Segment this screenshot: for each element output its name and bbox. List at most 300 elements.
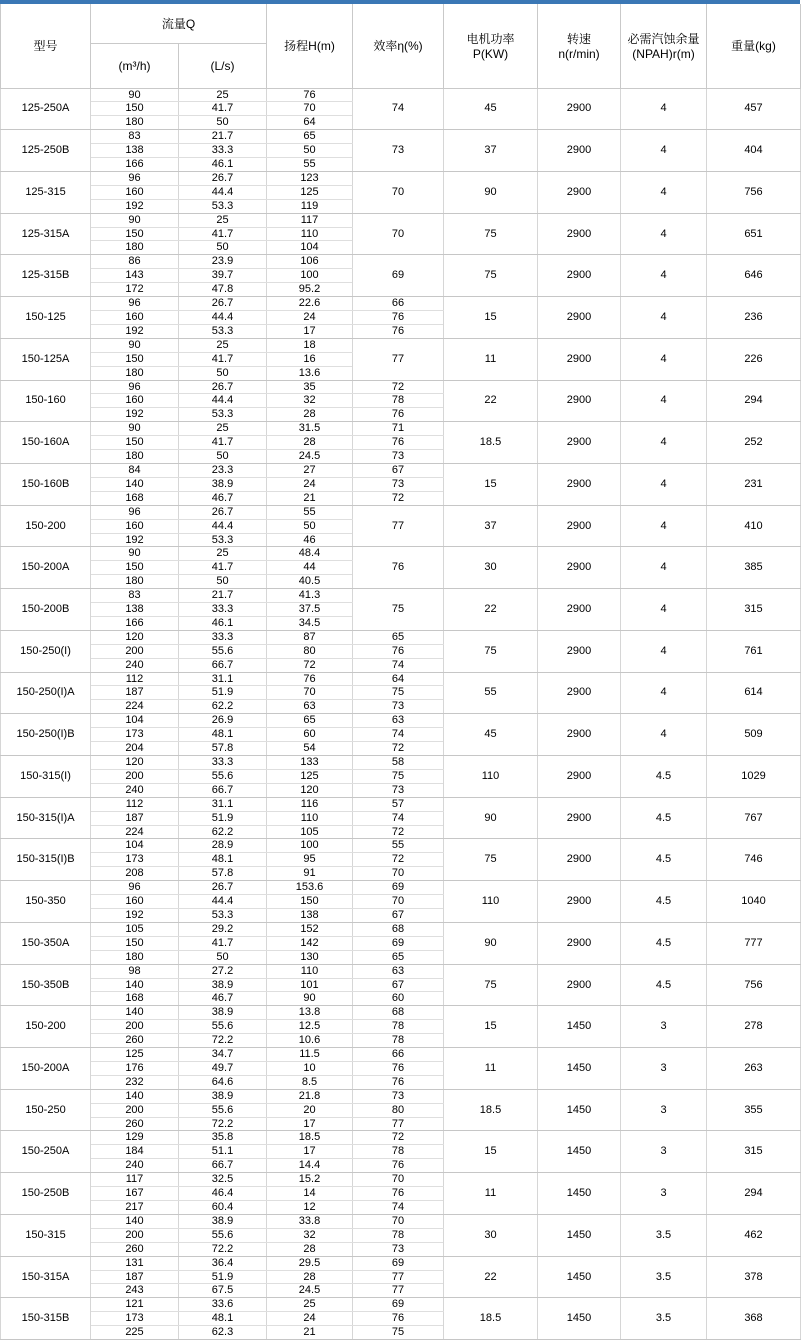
power-cell: 45 [444, 88, 538, 130]
efficiency-cell: 75 [353, 589, 444, 631]
flow-ls-cell: 38.9 [179, 477, 267, 491]
head-cell: 12 [267, 1201, 353, 1215]
table-row [1, 171, 801, 185]
flow-m3h-cell: 150 [91, 436, 179, 450]
table-row [1, 422, 801, 436]
head-cell: 44 [267, 561, 353, 575]
header-speed [538, 4, 621, 88]
model-cell: 150-315A [1, 1256, 91, 1298]
header-flow-m3h: (m³/h) [91, 43, 179, 88]
power-cell: 37 [444, 130, 538, 172]
efficiency-cell: 70 [353, 895, 444, 909]
model-cell: 150-250(I) [1, 630, 91, 672]
flow-m3h-cell: 176 [91, 1061, 179, 1075]
weight-cell: 457 [707, 88, 801, 130]
flow-m3h-cell: 112 [91, 797, 179, 811]
head-cell: 150 [267, 895, 353, 909]
efficiency-cell: 55 [353, 839, 444, 853]
model-cell: 125-315 [1, 171, 91, 213]
efficiency-cell: 76 [353, 408, 444, 422]
weight-cell: 368 [707, 1298, 801, 1340]
head-cell: 110 [267, 811, 353, 825]
head-cell: 29.5 [267, 1256, 353, 1270]
flow-m3h-cell: 129 [91, 1131, 179, 1145]
head-cell: 130 [267, 950, 353, 964]
table-row [1, 338, 801, 352]
model-cell: 150-250A [1, 1131, 91, 1173]
flow-ls-cell: 62.3 [179, 1326, 267, 1340]
flow-ls-cell: 38.9 [179, 1214, 267, 1228]
table-row [1, 1006, 801, 1020]
flow-m3h-cell: 200 [91, 644, 179, 658]
efficiency-cell: 65 [353, 630, 444, 644]
flow-ls-cell: 64.6 [179, 1075, 267, 1089]
flow-m3h-cell: 243 [91, 1284, 179, 1298]
flow-m3h-cell: 192 [91, 408, 179, 422]
power-cell: 90 [444, 797, 538, 839]
model-cell: 150-200 [1, 505, 91, 547]
head-cell: 17 [267, 1145, 353, 1159]
head-cell: 18 [267, 338, 353, 352]
power-cell: 110 [444, 756, 538, 798]
speed-cell: 1450 [538, 1048, 621, 1090]
head-cell: 11.5 [267, 1048, 353, 1062]
header-flow-ls: (L/s) [179, 43, 267, 88]
efficiency-cell: 72 [353, 1131, 444, 1145]
flow-ls-cell: 46.1 [179, 158, 267, 172]
header-power [444, 4, 538, 88]
flow-ls-cell: 27.2 [179, 964, 267, 978]
head-cell: 14 [267, 1187, 353, 1201]
flow-ls-cell: 66.7 [179, 658, 267, 672]
flow-m3h-cell: 180 [91, 116, 179, 130]
flow-m3h-cell: 90 [91, 422, 179, 436]
flow-ls-cell: 50 [179, 241, 267, 255]
head-cell: 76 [267, 88, 353, 102]
flow-m3h-cell: 131 [91, 1256, 179, 1270]
power-cell: 55 [444, 672, 538, 714]
flow-ls-cell: 23.3 [179, 463, 267, 477]
power-cell: 18.5 [444, 1298, 538, 1340]
model-cell: 150-350 [1, 881, 91, 923]
power-cell: 22 [444, 1256, 538, 1298]
flow-m3h-cell: 140 [91, 1214, 179, 1228]
head-cell: 21 [267, 491, 353, 505]
flow-ls-cell: 53.3 [179, 908, 267, 922]
head-cell: 63 [267, 700, 353, 714]
flow-ls-cell: 66.7 [179, 783, 267, 797]
flow-ls-cell: 46.7 [179, 992, 267, 1006]
head-cell: 123 [267, 171, 353, 185]
power-cell: 90 [444, 922, 538, 964]
model-cell: 150-350B [1, 964, 91, 1006]
table-row [1, 297, 801, 311]
model-cell: 150-125A [1, 338, 91, 380]
efficiency-cell: 72 [353, 380, 444, 394]
flow-m3h-cell: 200 [91, 1228, 179, 1242]
efficiency-cell: 77 [353, 1284, 444, 1298]
efficiency-cell: 74 [353, 1201, 444, 1215]
efficiency-cell: 69 [353, 1256, 444, 1270]
efficiency-cell: 76 [353, 1312, 444, 1326]
efficiency-cell: 76 [353, 436, 444, 450]
model-cell: 150-160B [1, 463, 91, 505]
flow-ls-cell: 31.1 [179, 797, 267, 811]
flow-m3h-cell: 224 [91, 825, 179, 839]
efficiency-cell: 75 [353, 686, 444, 700]
npsh-cell: 4 [621, 88, 707, 130]
efficiency-cell: 64 [353, 672, 444, 686]
weight-cell: 226 [707, 338, 801, 380]
efficiency-cell: 73 [353, 1089, 444, 1103]
speed-cell: 2900 [538, 171, 621, 213]
efficiency-cell: 57 [353, 797, 444, 811]
model-cell: 150-200 [1, 1006, 91, 1048]
efficiency-cell: 77 [353, 338, 444, 380]
head-cell: 25 [267, 1298, 353, 1312]
npsh-cell: 4.5 [621, 756, 707, 798]
power-cell: 22 [444, 380, 538, 422]
head-cell: 18.5 [267, 1131, 353, 1145]
efficiency-cell: 67 [353, 908, 444, 922]
head-cell: 110 [267, 227, 353, 241]
model-cell: 150-315(I)B [1, 839, 91, 881]
head-cell: 37.5 [267, 603, 353, 617]
power-cell: 15 [444, 463, 538, 505]
head-cell: 101 [267, 978, 353, 992]
power-cell: 90 [444, 171, 538, 213]
efficiency-cell: 60 [353, 992, 444, 1006]
table-row [1, 630, 801, 644]
npsh-cell: 4 [621, 422, 707, 464]
efficiency-cell: 78 [353, 1228, 444, 1242]
flow-ls-cell: 53.3 [179, 324, 267, 338]
head-cell: 31.5 [267, 422, 353, 436]
npsh-cell: 3 [621, 1089, 707, 1131]
flow-m3h-cell: 140 [91, 1006, 179, 1020]
head-cell: 60 [267, 728, 353, 742]
head-cell: 133 [267, 756, 353, 770]
head-cell: 106 [267, 255, 353, 269]
power-cell: 11 [444, 1048, 538, 1090]
flow-ls-cell: 33.3 [179, 603, 267, 617]
weight-cell: 385 [707, 547, 801, 589]
header-head: 扬程H(m) [267, 4, 353, 88]
efficiency-cell: 74 [353, 728, 444, 742]
efficiency-cell: 73 [353, 450, 444, 464]
head-cell: 8.5 [267, 1075, 353, 1089]
flow-m3h-cell: 200 [91, 1020, 179, 1034]
flow-ls-cell: 41.7 [179, 436, 267, 450]
speed-cell: 1450 [538, 1006, 621, 1048]
speed-cell: 2900 [538, 839, 621, 881]
table-row [1, 839, 801, 853]
table-row [1, 756, 801, 770]
head-cell: 24 [267, 477, 353, 491]
efficiency-cell: 68 [353, 1006, 444, 1020]
flow-m3h-cell: 140 [91, 978, 179, 992]
flow-ls-cell: 57.8 [179, 742, 267, 756]
efficiency-cell: 75 [353, 1326, 444, 1340]
flow-ls-cell: 34.7 [179, 1048, 267, 1062]
flow-ls-cell: 44.4 [179, 895, 267, 909]
head-cell: 120 [267, 783, 353, 797]
weight-cell: 761 [707, 630, 801, 672]
weight-cell: 404 [707, 130, 801, 172]
flow-m3h-cell: 208 [91, 867, 179, 881]
weight-cell: 294 [707, 1173, 801, 1215]
flow-m3h-cell: 138 [91, 603, 179, 617]
power-cell: 37 [444, 505, 538, 547]
efficiency-cell: 66 [353, 297, 444, 311]
model-cell: 150-315(I) [1, 756, 91, 798]
flow-ls-cell: 49.7 [179, 1061, 267, 1075]
speed-cell: 2900 [538, 964, 621, 1006]
flow-ls-cell: 57.8 [179, 867, 267, 881]
header-npsh-line2: (NPAH)r(m) [632, 47, 695, 62]
header-power-line1: 电机功率 [466, 32, 515, 47]
npsh-cell: 4 [621, 505, 707, 547]
flow-m3h-cell: 260 [91, 1242, 179, 1256]
flow-ls-cell: 31.1 [179, 672, 267, 686]
flow-m3h-cell: 160 [91, 311, 179, 325]
speed-cell: 1450 [538, 1089, 621, 1131]
power-cell: 11 [444, 338, 538, 380]
head-cell: 22.6 [267, 297, 353, 311]
header-efficiency: 效率η(%) [353, 4, 444, 88]
table-row [1, 255, 801, 269]
head-cell: 35 [267, 380, 353, 394]
flow-m3h-cell: 180 [91, 950, 179, 964]
header-model: 型号 [1, 4, 91, 88]
flow-m3h-cell: 180 [91, 450, 179, 464]
flow-ls-cell: 33.3 [179, 144, 267, 158]
head-cell: 32 [267, 394, 353, 408]
flow-ls-cell: 41.7 [179, 102, 267, 116]
flow-m3h-cell: 117 [91, 1173, 179, 1187]
head-cell: 13.8 [267, 1006, 353, 1020]
flow-ls-cell: 46.4 [179, 1187, 267, 1201]
flow-m3h-cell: 173 [91, 853, 179, 867]
speed-cell: 2900 [538, 255, 621, 297]
flow-m3h-cell: 138 [91, 144, 179, 158]
model-cell: 150-315(I)A [1, 797, 91, 839]
flow-m3h-cell: 120 [91, 756, 179, 770]
flow-ls-cell: 48.1 [179, 1312, 267, 1326]
flow-m3h-cell: 86 [91, 255, 179, 269]
head-cell: 16 [267, 352, 353, 366]
speed-cell: 1450 [538, 1298, 621, 1340]
npsh-cell: 3 [621, 1048, 707, 1090]
speed-cell: 2900 [538, 338, 621, 380]
flow-m3h-cell: 96 [91, 171, 179, 185]
npsh-cell: 4 [621, 380, 707, 422]
power-cell: 75 [444, 839, 538, 881]
flow-ls-cell: 35.8 [179, 1131, 267, 1145]
speed-cell: 2900 [538, 130, 621, 172]
model-cell: 150-250 [1, 1089, 91, 1131]
power-cell: 18.5 [444, 1089, 538, 1131]
head-cell: 41.3 [267, 589, 353, 603]
npsh-cell: 4 [621, 213, 707, 255]
power-cell: 75 [444, 964, 538, 1006]
efficiency-cell: 74 [353, 658, 444, 672]
efficiency-cell: 73 [353, 1242, 444, 1256]
flow-ls-cell: 51.1 [179, 1145, 267, 1159]
flow-m3h-cell: 150 [91, 352, 179, 366]
flow-m3h-cell: 120 [91, 630, 179, 644]
weight-cell: 646 [707, 255, 801, 297]
flow-m3h-cell: 180 [91, 241, 179, 255]
pump-spec-table [0, 4, 801, 1340]
flow-m3h-cell: 96 [91, 380, 179, 394]
flow-m3h-cell: 172 [91, 283, 179, 297]
power-cell: 45 [444, 714, 538, 756]
speed-cell: 1450 [538, 1173, 621, 1215]
speed-cell: 2900 [538, 213, 621, 255]
efficiency-cell: 72 [353, 742, 444, 756]
power-cell: 15 [444, 297, 538, 339]
weight-cell: 777 [707, 922, 801, 964]
flow-m3h-cell: 225 [91, 1326, 179, 1340]
flow-ls-cell: 62.2 [179, 825, 267, 839]
table-row [1, 88, 801, 102]
head-cell: 110 [267, 964, 353, 978]
table-row [1, 1256, 801, 1270]
speed-cell: 2900 [538, 714, 621, 756]
head-cell: 13.6 [267, 366, 353, 380]
table-row [1, 1089, 801, 1103]
flow-ls-cell: 28.9 [179, 839, 267, 853]
head-cell: 40.5 [267, 575, 353, 589]
head-cell: 55 [267, 158, 353, 172]
efficiency-cell: 78 [353, 1145, 444, 1159]
efficiency-cell: 76 [353, 644, 444, 658]
efficiency-cell: 76 [353, 311, 444, 325]
table-row [1, 1048, 801, 1062]
flow-ls-cell: 51.9 [179, 686, 267, 700]
speed-cell: 2900 [538, 881, 621, 923]
efficiency-cell: 74 [353, 88, 444, 130]
efficiency-cell: 76 [353, 547, 444, 589]
efficiency-cell: 73 [353, 700, 444, 714]
npsh-cell: 3 [621, 1006, 707, 1048]
efficiency-cell: 73 [353, 130, 444, 172]
weight-cell: 378 [707, 1256, 801, 1298]
speed-cell: 2900 [538, 756, 621, 798]
flow-ls-cell: 55.6 [179, 769, 267, 783]
model-cell: 150-250(I)A [1, 672, 91, 714]
flow-ls-cell: 53.3 [179, 408, 267, 422]
header-speed-line1: 转速 [566, 32, 591, 47]
flow-ls-cell: 50 [179, 450, 267, 464]
speed-cell: 2900 [538, 422, 621, 464]
flow-m3h-cell: 121 [91, 1298, 179, 1312]
flow-ls-cell: 41.7 [179, 561, 267, 575]
flow-m3h-cell: 184 [91, 1145, 179, 1159]
efficiency-cell: 78 [353, 394, 444, 408]
table-row [1, 922, 801, 936]
npsh-cell: 4.5 [621, 797, 707, 839]
table-row [1, 547, 801, 561]
efficiency-cell: 76 [353, 1061, 444, 1075]
weight-cell: 462 [707, 1214, 801, 1256]
flow-m3h-cell: 104 [91, 839, 179, 853]
model-cell: 150-315B [1, 1298, 91, 1340]
efficiency-cell: 80 [353, 1103, 444, 1117]
speed-cell: 2900 [538, 380, 621, 422]
npsh-cell: 3.5 [621, 1298, 707, 1340]
speed-cell: 1450 [538, 1214, 621, 1256]
efficiency-cell: 65 [353, 950, 444, 964]
header-row-1 [1, 4, 801, 43]
head-cell: 100 [267, 269, 353, 283]
efficiency-cell: 68 [353, 922, 444, 936]
flow-ls-cell: 23.9 [179, 255, 267, 269]
efficiency-cell: 77 [353, 1270, 444, 1284]
weight-cell: 355 [707, 1089, 801, 1131]
head-cell: 90 [267, 992, 353, 1006]
efficiency-cell: 72 [353, 853, 444, 867]
speed-cell: 2900 [538, 297, 621, 339]
head-cell: 20 [267, 1103, 353, 1117]
model-cell: 125-250B [1, 130, 91, 172]
power-cell: 15 [444, 1006, 538, 1048]
npsh-cell: 4 [621, 672, 707, 714]
npsh-cell: 3 [621, 1173, 707, 1215]
npsh-cell: 4 [621, 297, 707, 339]
head-cell: 17 [267, 1117, 353, 1131]
efficiency-cell: 76 [353, 1159, 444, 1173]
head-cell: 15.2 [267, 1173, 353, 1187]
npsh-cell: 4.5 [621, 839, 707, 881]
npsh-cell: 4 [621, 630, 707, 672]
weight-cell: 1029 [707, 756, 801, 798]
npsh-cell: 4 [621, 171, 707, 213]
flow-ls-cell: 72.2 [179, 1117, 267, 1131]
speed-cell: 2900 [538, 797, 621, 839]
head-cell: 76 [267, 672, 353, 686]
flow-m3h-cell: 166 [91, 158, 179, 172]
flow-m3h-cell: 187 [91, 1270, 179, 1284]
flow-ls-cell: 41.7 [179, 352, 267, 366]
npsh-cell: 4 [621, 714, 707, 756]
head-cell: 46 [267, 533, 353, 547]
flow-ls-cell: 44.4 [179, 394, 267, 408]
efficiency-cell: 69 [353, 936, 444, 950]
weight-cell: 315 [707, 1131, 801, 1173]
efficiency-cell: 63 [353, 714, 444, 728]
head-cell: 152 [267, 922, 353, 936]
flow-ls-cell: 60.4 [179, 1201, 267, 1215]
flow-m3h-cell: 90 [91, 547, 179, 561]
flow-m3h-cell: 240 [91, 658, 179, 672]
table-row [1, 213, 801, 227]
efficiency-cell: 73 [353, 477, 444, 491]
speed-cell: 2900 [538, 630, 621, 672]
flow-ls-cell: 26.7 [179, 171, 267, 185]
head-cell: 119 [267, 199, 353, 213]
efficiency-cell: 76 [353, 1075, 444, 1089]
flow-m3h-cell: 187 [91, 811, 179, 825]
flow-m3h-cell: 224 [91, 700, 179, 714]
power-cell: 15 [444, 1131, 538, 1173]
head-cell: 117 [267, 213, 353, 227]
flow-m3h-cell: 160 [91, 519, 179, 533]
flow-m3h-cell: 84 [91, 463, 179, 477]
efficiency-cell: 72 [353, 491, 444, 505]
head-cell: 55 [267, 505, 353, 519]
